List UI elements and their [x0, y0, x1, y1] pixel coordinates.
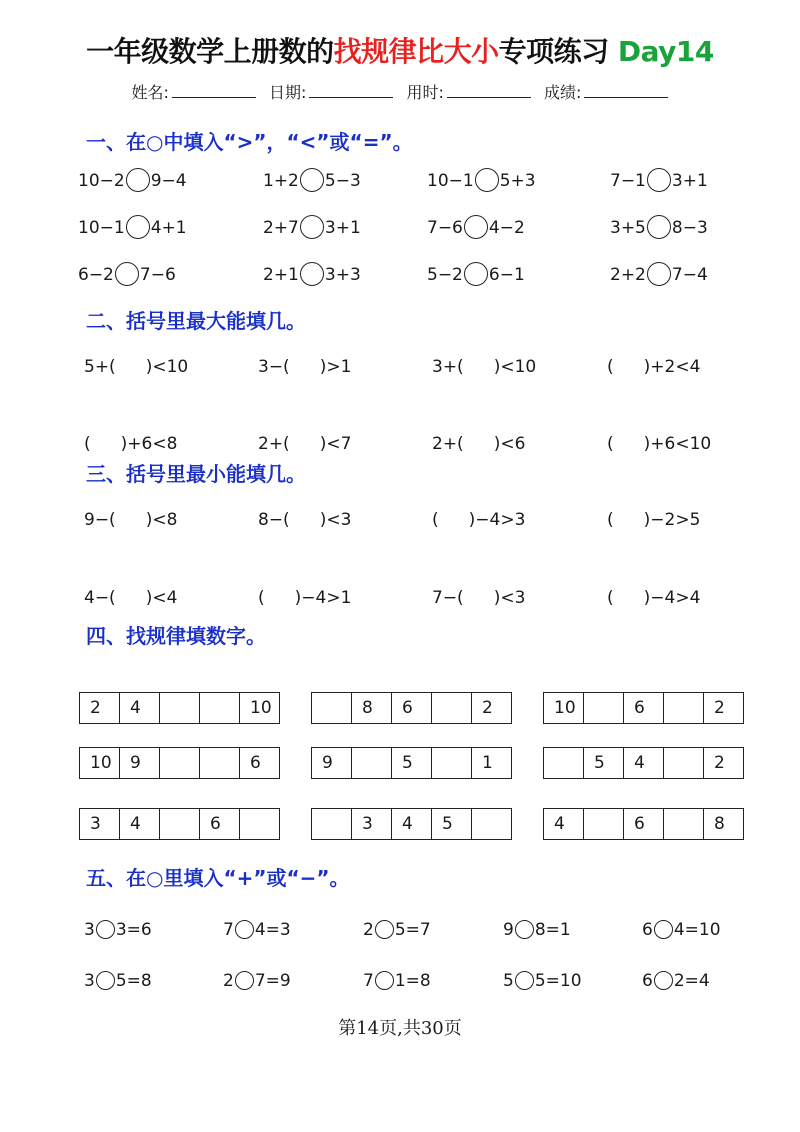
- number-cell: 8: [352, 693, 392, 723]
- number-sequence: [543, 747, 744, 779]
- answer-circle[interactable]: [300, 215, 324, 239]
- number-cell: 4: [544, 809, 584, 839]
- fill-item: [607, 505, 700, 535]
- blank-cell[interactable]: [240, 809, 280, 839]
- operator-row: [0, 915, 800, 945]
- number-cell: 9: [312, 748, 352, 778]
- expression-start: 3−(: [258, 357, 290, 377]
- expression-end: )<3: [319, 510, 352, 530]
- fill-item: [607, 583, 700, 613]
- left-expression: 3+5: [610, 218, 646, 238]
- page-footer: 第14页,共30页: [338, 1018, 462, 1039]
- answer-circle[interactable]: [647, 168, 671, 192]
- operator-circle[interactable]: [515, 920, 534, 939]
- answer-circle[interactable]: [300, 168, 324, 192]
- number-cell: 6: [624, 809, 664, 839]
- equation-rest: 7=9: [254, 971, 291, 991]
- fill-item: [607, 429, 711, 459]
- section1-heading: 一、在○中填入“>”，“<”或“=”。: [86, 130, 413, 154]
- left-expression: 10−1: [78, 218, 125, 238]
- first-number: 3: [84, 920, 95, 940]
- expression-start: 2+(: [432, 434, 464, 454]
- blank-cell[interactable]: [312, 809, 352, 839]
- fill-row: [0, 429, 800, 459]
- number-sequence: [543, 808, 744, 840]
- compare-item: [610, 166, 708, 196]
- operator-item: [84, 966, 152, 996]
- fill-item: [432, 583, 525, 613]
- number-cell: 4: [120, 809, 160, 839]
- fill-item: [258, 352, 351, 382]
- score-field[interactable]: [544, 83, 668, 102]
- right-expression: 3+1: [324, 218, 361, 238]
- fill-item: [258, 429, 351, 459]
- compare-item: [427, 166, 536, 196]
- expression-end: )+6<8: [120, 434, 178, 454]
- answer-circle[interactable]: [126, 215, 150, 239]
- first-number: 2: [223, 971, 234, 991]
- blank-cell[interactable]: [160, 748, 200, 778]
- fill-item: [84, 583, 177, 613]
- first-number: 3: [84, 971, 95, 991]
- compare-row: [0, 166, 800, 196]
- left-expression: 1+2: [263, 171, 299, 191]
- blank-cell[interactable]: [432, 748, 472, 778]
- time-label: 用时:: [406, 83, 444, 102]
- date-blank[interactable]: [309, 83, 393, 98]
- expression-end: )<3: [493, 588, 526, 608]
- operator-item: [223, 915, 291, 945]
- answer-circle[interactable]: [475, 168, 499, 192]
- number-cell: 3: [80, 809, 120, 839]
- equation-rest: 8=1: [534, 920, 571, 940]
- section2-heading: 二、括号里最大能填几。: [86, 309, 306, 333]
- fill-item: [258, 505, 351, 535]
- blank-cell[interactable]: [200, 748, 240, 778]
- equation-rest: 2=4: [673, 971, 710, 991]
- compare-item: [263, 166, 361, 196]
- name-label: 姓名:: [131, 83, 169, 102]
- number-sequence: [311, 747, 512, 779]
- left-expression: 6−2: [78, 265, 114, 285]
- number-cell: 10: [80, 748, 120, 778]
- operator-item: [503, 966, 582, 996]
- number-cell: 3: [352, 809, 392, 839]
- number-cell: 6: [200, 809, 240, 839]
- number-cell: 6: [392, 693, 432, 723]
- compare-item: [78, 166, 187, 196]
- equation-rest: 4=10: [673, 920, 721, 940]
- right-expression: 6−1: [488, 265, 525, 285]
- number-cell: 1: [472, 748, 512, 778]
- worksheet-title: [0, 30, 800, 70]
- fill-item: [258, 583, 351, 613]
- right-expression: 5−3: [324, 171, 361, 191]
- operator-item: [642, 915, 721, 945]
- compare-item: [427, 213, 525, 243]
- student-info-line: [0, 80, 800, 103]
- blank-cell[interactable]: [472, 809, 512, 839]
- expression-end: )<6: [493, 434, 526, 454]
- compare-item: [263, 213, 361, 243]
- expression-end: )−4>3: [468, 510, 526, 530]
- number-cell: 4: [392, 809, 432, 839]
- first-number: 2: [363, 920, 374, 940]
- expression-start: (: [607, 588, 614, 608]
- expression-end: )<10: [493, 357, 537, 377]
- blank-cell[interactable]: [160, 693, 200, 723]
- compare-row: [0, 260, 800, 290]
- number-cell: 10: [240, 693, 280, 723]
- operator-item: [84, 915, 152, 945]
- answer-circle[interactable]: [464, 215, 488, 239]
- blank-cell[interactable]: [664, 693, 704, 723]
- number-cell: 2: [704, 748, 744, 778]
- right-expression: 4−2: [488, 218, 525, 238]
- time-blank[interactable]: [447, 83, 531, 98]
- fill-item: [84, 352, 188, 382]
- operator-circle[interactable]: [654, 920, 673, 939]
- right-expression: 8−3: [671, 218, 708, 238]
- expression-start: 4−(: [84, 588, 116, 608]
- number-sequence: [79, 692, 280, 724]
- fill-row: [0, 352, 800, 382]
- expression-start: (: [607, 510, 614, 530]
- right-expression: 3+1: [671, 171, 708, 191]
- operator-row: [0, 966, 800, 996]
- expression-start: 3+(: [432, 357, 464, 377]
- number-cell: 8: [704, 809, 744, 839]
- first-number: 7: [363, 971, 374, 991]
- expression-start: 7−(: [432, 588, 464, 608]
- right-expression: 5+3: [499, 171, 536, 191]
- fill-row: [0, 505, 800, 535]
- expression-start: 5+(: [84, 357, 116, 377]
- equation-rest: 5=10: [534, 971, 582, 991]
- number-cell: 5: [392, 748, 432, 778]
- section3-heading: 三、括号里最小能填几。: [86, 462, 306, 486]
- answer-circle[interactable]: [300, 262, 324, 286]
- right-expression: 9−4: [150, 171, 187, 191]
- expression-end: )+6<10: [643, 434, 712, 454]
- right-expression: 7−6: [139, 265, 176, 285]
- blank-cell[interactable]: [664, 809, 704, 839]
- title-prefix: 一年级数学上册数的: [86, 35, 334, 68]
- compare-item: [263, 260, 361, 290]
- number-cell: 4: [120, 693, 160, 723]
- compare-item: [78, 213, 187, 243]
- number-cell: 5: [432, 809, 472, 839]
- number-cell: 2: [472, 693, 512, 723]
- blank-cell[interactable]: [664, 748, 704, 778]
- equation-rest: 3=6: [115, 920, 152, 940]
- first-number: 9: [503, 920, 514, 940]
- first-number: 5: [503, 971, 514, 991]
- compare-row: [0, 213, 800, 243]
- expression-end: )<10: [145, 357, 189, 377]
- answer-circle[interactable]: [115, 262, 139, 286]
- blank-cell[interactable]: [200, 693, 240, 723]
- name-blank[interactable]: [172, 83, 256, 98]
- right-expression: 7−4: [671, 265, 708, 285]
- right-expression: 3+3: [324, 265, 361, 285]
- number-cell: 4: [624, 748, 664, 778]
- title-day: Day14: [617, 35, 714, 68]
- operator-item: [363, 915, 431, 945]
- time-field[interactable]: [407, 83, 531, 102]
- expression-start: (: [432, 510, 439, 530]
- fill-item: [84, 505, 177, 535]
- left-expression: 7−1: [610, 171, 646, 191]
- blank-cell[interactable]: [352, 748, 392, 778]
- equation-rest: 5=7: [394, 920, 431, 940]
- fill-item: [432, 505, 525, 535]
- number-cell: 10: [544, 693, 584, 723]
- answer-circle[interactable]: [126, 168, 150, 192]
- operator-circle[interactable]: [515, 971, 534, 990]
- fill-item: [607, 352, 700, 382]
- blank-cell[interactable]: [312, 693, 352, 723]
- number-cell: 9: [120, 748, 160, 778]
- left-expression: 2+1: [263, 265, 299, 285]
- number-cell: 6: [624, 693, 664, 723]
- expression-end: )−2>5: [643, 510, 701, 530]
- operator-item: [223, 966, 291, 996]
- number-sequence: [543, 692, 744, 724]
- operator-item: [363, 966, 431, 996]
- number-cell: 5: [584, 748, 624, 778]
- operator-circle[interactable]: [654, 971, 673, 990]
- expression-start: (: [607, 434, 614, 454]
- left-expression: 10−1: [427, 171, 474, 191]
- right-expression: 4+1: [150, 218, 187, 238]
- operator-item: [503, 915, 571, 945]
- equation-rest: 4=3: [254, 920, 291, 940]
- date-label: 日期:: [269, 83, 307, 102]
- title-suffix: 专项练习: [498, 35, 609, 68]
- left-expression: 5−2: [427, 265, 463, 285]
- expression-start: (: [258, 588, 265, 608]
- left-expression: 7−6: [427, 218, 463, 238]
- expression-start: (: [84, 434, 91, 454]
- expression-end: )+2<4: [643, 357, 701, 377]
- expression-end: )−4>1: [294, 588, 352, 608]
- number-sequence: [311, 808, 512, 840]
- blank-cell[interactable]: [544, 748, 584, 778]
- fill-row: [0, 583, 800, 613]
- section5-heading: 五、在○里填入“+”或“−”。: [86, 866, 350, 890]
- number-sequence: [79, 747, 280, 779]
- expression-end: )<7: [319, 434, 352, 454]
- fill-item: [84, 429, 177, 459]
- expression-start: (: [607, 357, 614, 377]
- operator-item: [642, 966, 710, 996]
- score-blank[interactable]: [584, 83, 668, 98]
- compare-item: [427, 260, 525, 290]
- number-cell: 2: [704, 693, 744, 723]
- first-number: 6: [642, 971, 653, 991]
- expression-end: )>1: [319, 357, 352, 377]
- operator-circle[interactable]: [235, 920, 254, 939]
- expression-end: )<4: [145, 588, 178, 608]
- score-label: 成绩:: [544, 83, 582, 102]
- operator-circle[interactable]: [375, 971, 394, 990]
- title-highlight: 找规律比大小: [333, 35, 499, 68]
- expression-start: 9−(: [84, 510, 116, 530]
- first-number: 7: [223, 920, 234, 940]
- blank-cell[interactable]: [160, 809, 200, 839]
- number-cell: 6: [240, 748, 280, 778]
- fill-item: [432, 429, 525, 459]
- compare-item: [610, 213, 708, 243]
- number-sequence: [79, 808, 280, 840]
- date-field[interactable]: [269, 83, 393, 102]
- operator-circle[interactable]: [96, 971, 115, 990]
- answer-circle[interactable]: [647, 262, 671, 286]
- operator-circle[interactable]: [96, 920, 115, 939]
- blank-cell[interactable]: [432, 693, 472, 723]
- operator-circle[interactable]: [375, 920, 394, 939]
- expression-end: )−4>4: [643, 588, 701, 608]
- first-number: 6: [642, 920, 653, 940]
- left-expression: 2+2: [610, 265, 646, 285]
- expression-start: 8−(: [258, 510, 290, 530]
- name-field[interactable]: [132, 83, 256, 102]
- number-sequence: [311, 692, 512, 724]
- equation-rest: 5=8: [115, 971, 152, 991]
- blank-cell[interactable]: [584, 809, 624, 839]
- expression-start: 2+(: [258, 434, 290, 454]
- fill-item: [432, 352, 536, 382]
- equation-rest: 1=8: [394, 971, 431, 991]
- section4-heading: 四、找规律填数字。: [86, 624, 266, 648]
- blank-cell[interactable]: [584, 693, 624, 723]
- answer-circle[interactable]: [647, 215, 671, 239]
- left-expression: 2+7: [263, 218, 299, 238]
- compare-item: [610, 260, 708, 290]
- operator-circle[interactable]: [235, 971, 254, 990]
- left-expression: 10−2: [78, 171, 125, 191]
- expression-end: )<8: [145, 510, 178, 530]
- compare-item: [78, 260, 176, 290]
- number-cell: 2: [80, 693, 120, 723]
- answer-circle[interactable]: [464, 262, 488, 286]
